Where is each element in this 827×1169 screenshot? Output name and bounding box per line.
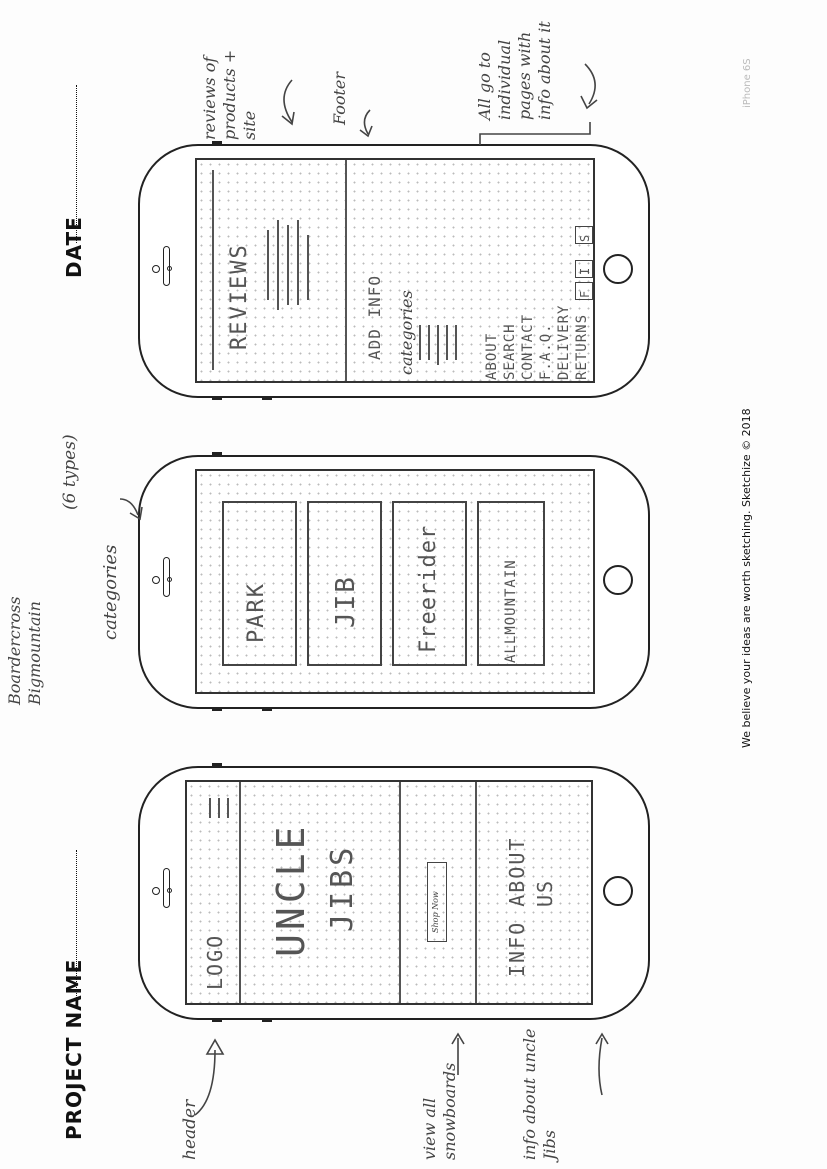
info-about-line1: INFO ABOUT	[505, 836, 529, 977]
project-name-label: PROJECT NAME	[62, 958, 86, 1140]
categories-label: categories	[397, 290, 416, 375]
annotation-all-go-to: All go to individual pages with info about it	[475, 21, 554, 120]
add-info-label: ADD INFO	[365, 274, 384, 360]
reviews-divider	[345, 160, 347, 381]
footer-link-search[interactable]: SEARCH	[502, 323, 518, 380]
category-label: Freerider	[416, 524, 441, 653]
side-button	[212, 708, 222, 711]
footer-link-faq[interactable]: F.A.Q.	[538, 323, 554, 380]
speaker-grille	[163, 868, 170, 908]
side-button	[212, 141, 222, 144]
phone-screen-categories	[195, 469, 595, 694]
arrow-icon	[272, 78, 302, 128]
annotation-bigmountain: Bigmountain	[25, 601, 44, 705]
arrow-icon	[448, 1030, 468, 1080]
category-lines	[419, 325, 469, 365]
hero-title-line2: JIBS	[325, 843, 360, 932]
social-icon-snapchat[interactable]: S	[575, 226, 593, 244]
info-divider	[475, 782, 477, 1003]
annotation-footer: Footer	[330, 71, 349, 125]
side-button	[262, 708, 272, 711]
arrow-icon	[592, 1030, 612, 1100]
side-button	[212, 397, 222, 400]
category-card-jib[interactable]	[307, 501, 382, 666]
hamburger-menu-icon[interactable]	[209, 798, 233, 818]
category-card-allmountain[interactable]	[477, 501, 545, 666]
category-label: ALLMOUNTAIN	[503, 559, 519, 663]
bracket-icon	[478, 120, 598, 150]
phone-screen-footer	[195, 158, 595, 383]
footer-link-about[interactable]: ABOUT	[484, 332, 500, 380]
logo[interactable]: LOGO	[203, 933, 227, 990]
annotation-six-types: (6 types)	[60, 434, 80, 510]
category-card-freerider[interactable]	[392, 501, 467, 666]
side-button	[212, 763, 222, 766]
speaker-grille	[163, 246, 170, 286]
reviews-heading: REVIEWS	[227, 243, 252, 350]
side-button	[212, 1019, 222, 1022]
annotation-reviews-site: reviews of products + site	[200, 49, 259, 140]
arrow-icon	[118, 495, 148, 525]
arrow-icon	[575, 62, 605, 112]
camera-icon	[152, 576, 160, 584]
side-button	[262, 1019, 272, 1022]
speaker-grille	[163, 557, 170, 597]
annotation-boardercross: Boardercross	[5, 596, 24, 705]
phone-screen-home	[185, 780, 593, 1005]
category-label: PARK	[244, 582, 269, 643]
home-button	[603, 565, 633, 595]
date-dots	[76, 85, 77, 243]
header-divider	[239, 782, 241, 1003]
review-lines	[267, 220, 327, 310]
category-card-park[interactable]	[222, 501, 297, 666]
annotation-categories: categories	[100, 544, 121, 640]
shop-now-button[interactable]	[427, 862, 447, 942]
date-label: DATE	[62, 216, 86, 278]
camera-icon	[152, 265, 160, 273]
project-name-dots	[76, 850, 77, 1000]
side-button	[262, 397, 272, 400]
shop-now-label: Shop Now	[431, 891, 440, 933]
side-button	[212, 452, 222, 455]
device-label: iPhone 6S	[742, 58, 753, 108]
annotation-header: header	[180, 1099, 200, 1160]
arrow-icon	[350, 108, 380, 138]
footer-link-delivery[interactable]: DELIVERY	[556, 304, 572, 380]
social-icon-facebook[interactable]: F	[575, 282, 593, 300]
annotation-info-about: info about uncle Jibs	[520, 1028, 559, 1160]
camera-icon	[152, 887, 160, 895]
social-icon-instagram[interactable]: I	[575, 260, 593, 278]
top-divider	[212, 170, 214, 370]
sheet-footer-text: We believe your ideas are worth sketching. Sketchize © 2018	[740, 408, 753, 748]
arrow-icon	[190, 1030, 230, 1120]
footer-link-returns[interactable]: RETURNS	[574, 313, 590, 380]
annotation-view-all: view all snowboards	[420, 1062, 459, 1160]
hero-divider	[399, 782, 401, 1003]
hero-title-line1: UNCLE	[269, 822, 313, 957]
home-button	[603, 254, 633, 284]
info-about-line2: US	[533, 878, 557, 907]
footer-link-contact[interactable]: CONTACT	[520, 313, 536, 380]
category-label: JIB	[331, 575, 361, 628]
home-button	[603, 876, 633, 906]
